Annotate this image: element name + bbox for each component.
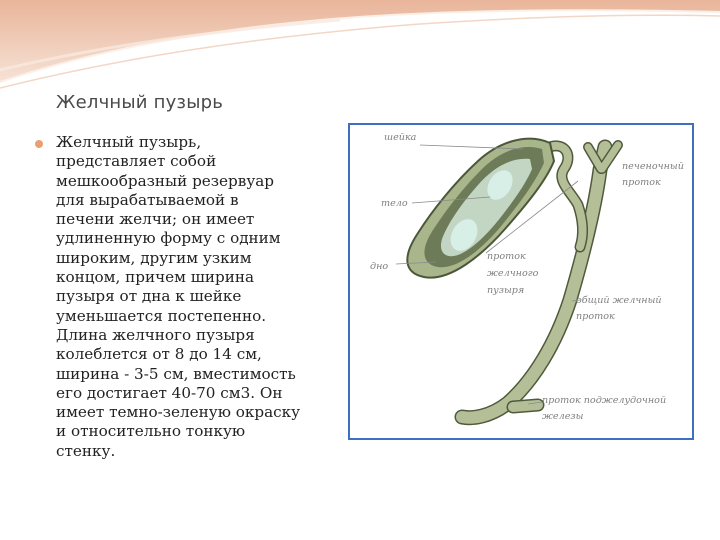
text-line: для вырабатываемой в [56, 190, 239, 209]
text-line: печени желчи; он имеет [56, 210, 255, 229]
text-line: мешкообразный резервуар [56, 171, 275, 190]
text-line: широким, другим узким [56, 248, 252, 267]
label-bottom: дно [370, 261, 389, 272]
label-hepatic-duct: печеночный [622, 161, 684, 172]
top-decoration [0, 0, 720, 90]
text-line: удлиненную форму с одним [56, 229, 281, 248]
text-line: стенку. [56, 441, 116, 460]
label-pancreatic-duct: проток поджелудочной [542, 395, 667, 406]
text-line: Длина желчного пузыря [56, 325, 255, 344]
gallbladder-diagram [350, 125, 692, 438]
label-neck: шейка [384, 132, 417, 143]
bullet-text [56, 133, 346, 461]
label-pancreatic-duct: железы [542, 411, 584, 422]
text-line: концом, причем ширина [56, 268, 255, 287]
bullet-marker [35, 140, 43, 148]
text-line: Желчный пузырь, [56, 133, 202, 151]
text-line: имеет темно-зеленую окраску [56, 403, 301, 422]
gallbladder-sac [407, 139, 554, 278]
gallbladder-figure [348, 123, 694, 440]
text-line: его достигает 40-70 см3. Он [56, 383, 283, 402]
label-common-duct: проток [576, 311, 615, 322]
text-line: пузыря от дна к шейке [56, 287, 242, 306]
text-line: и относительно тонкую [56, 422, 246, 441]
label-cystic-duct: желчного [487, 268, 539, 279]
label-body: тело [381, 198, 408, 209]
text-line: колеблется от 8 до 14 см, [56, 345, 262, 364]
label-hepatic-duct: проток [622, 177, 661, 188]
label-common-duct: общий желчный [576, 295, 662, 306]
label-cystic-duct: проток [487, 251, 526, 262]
text-line: ширина - 3-5 см, вместимость [56, 364, 296, 383]
slide-title: Желчный пузырь [56, 92, 224, 113]
text-line: уменьшается постепенно. [56, 306, 267, 325]
label-cystic-duct: пузыря [487, 285, 525, 296]
text-line: представляет собой [56, 152, 217, 171]
